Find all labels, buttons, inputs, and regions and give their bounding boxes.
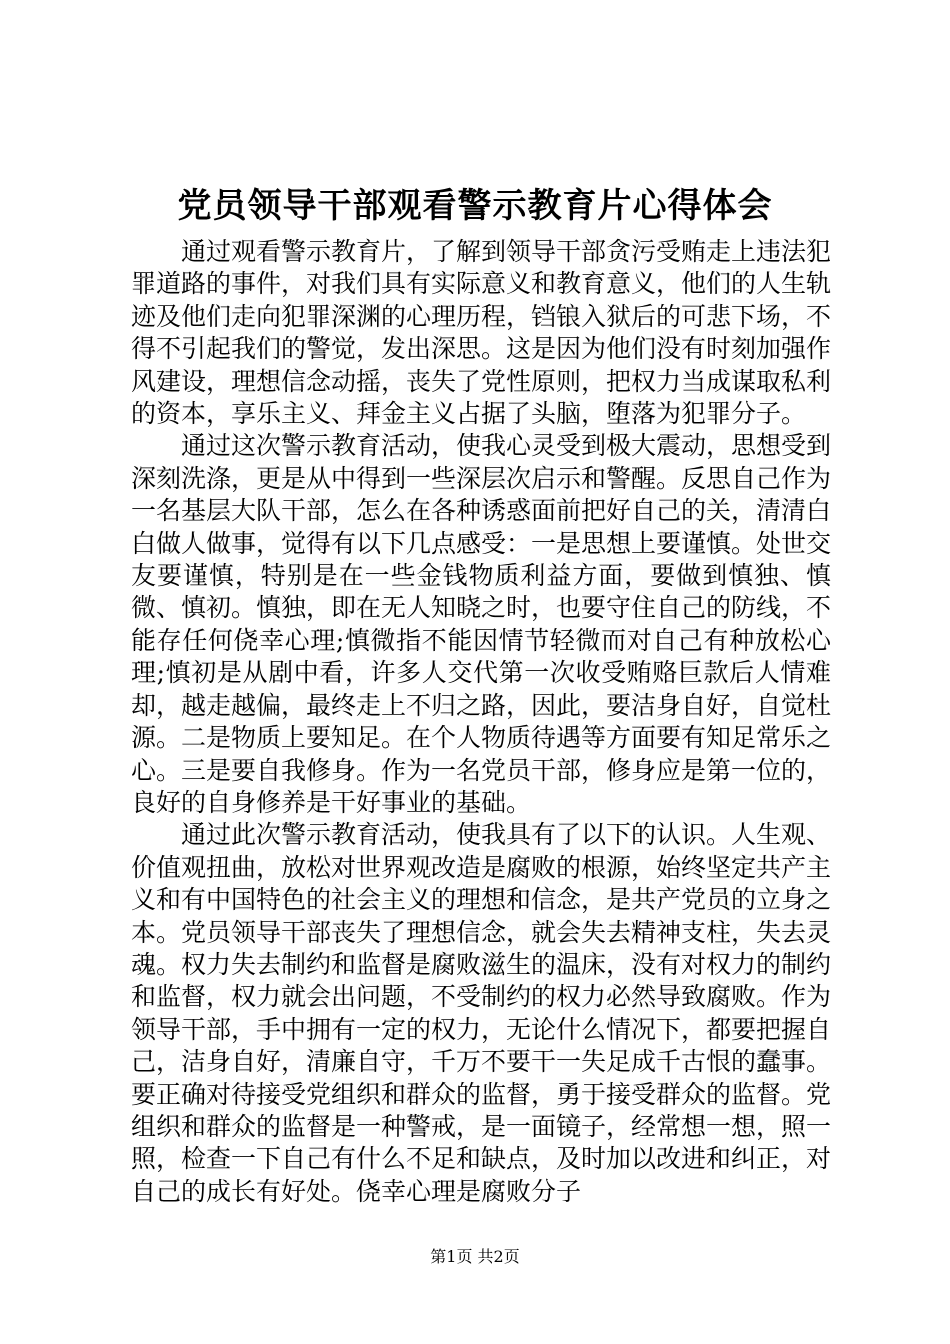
- paragraph-1: 通过观看警示教育片，了解到领导干部贪污受贿走上违法犯罪道路的事件，对我们具有实际意义和教育意义，他们的人生轨迹及他们走向犯罪深渊的心理历程，铛锒入狱后的可悲下场，不得不引起我们的警觉，发出深思。这是因为他们没有时刻加强作风建设，理想信念动摇，丧失了党性原则，把权力当成谋取私利的资本，享乐主义、拜金主义占据了头脑，堕落为犯罪分子。: [131, 237, 832, 429]
- document-body: [131, 236, 831, 1208]
- paragraph-3: 通过此次警示教育活动，使我具有了以下的认识。人生观、价值观扭曲，放松对世界观改造是腐败的根源，始终坚定共产主义和有中国特色的社会主义的理想和信念，是共产党员的立身之本。党员领导干部丧失了理想信念，就会失去精神支柱，失去灵魂。权力失去制约和监督是腐败滋生的温床，没有对权力的制约和监督，权力就会出问题，不受制约的权力必然导致腐败。作为领导干部，手中拥有一定的权力，无论什么情况下，都要把握自己，洁身自好，清廉自守，千万不要干一失足成千古恨的蠢事。要正确对待接受党组织和群众的监督，勇于接受群众的监督。党组织和群众的监督是一种警戒，是一面镜子，经常想一想，照一照，检查一下自己有什么不足和缺点，及时加以改进和纠正，对自己的成长有好处。侥幸心理是腐败分子: [131, 820, 832, 1206]
- paragraph-2: 通过这次警示教育活动，使我心灵受到极大震动，思想受到深刻洗涤，更是从中得到一些深层次启示和警醒。反思自己作为一名基层大队干部，怎么在各种诱惑面前把好自己的关，清清白白做人做事，觉得有以下几点感受：一是思想上要谨慎。处世交友要谨慎，特别是在一些金钱物质利益方面，要做到慎独、慎微、慎初。慎独，即在无人知晓之时，也要守住自己的防线，不能存任何侥幸心理;慎微指不能因情节轻微而对自己有种放松心理;慎初是从剧中看，许多人交代第一次收受贿赂巨款后人情难却，越走越偏，最终走上不归之路，因此，要洁身自好，自觉杜源。二是物质上要知足。在个人物质待遇等方面要有知足常乐之心。三是要自我修身。作为一名党员干部，修身应是第一位的，良好的自身修养是干好事业的基础。: [131, 431, 832, 817]
- document-title: 党员领导干部观看警示教育片心得体会: [177, 186, 773, 226]
- page-number-footer: 第1页 共2页: [430, 1247, 520, 1266]
